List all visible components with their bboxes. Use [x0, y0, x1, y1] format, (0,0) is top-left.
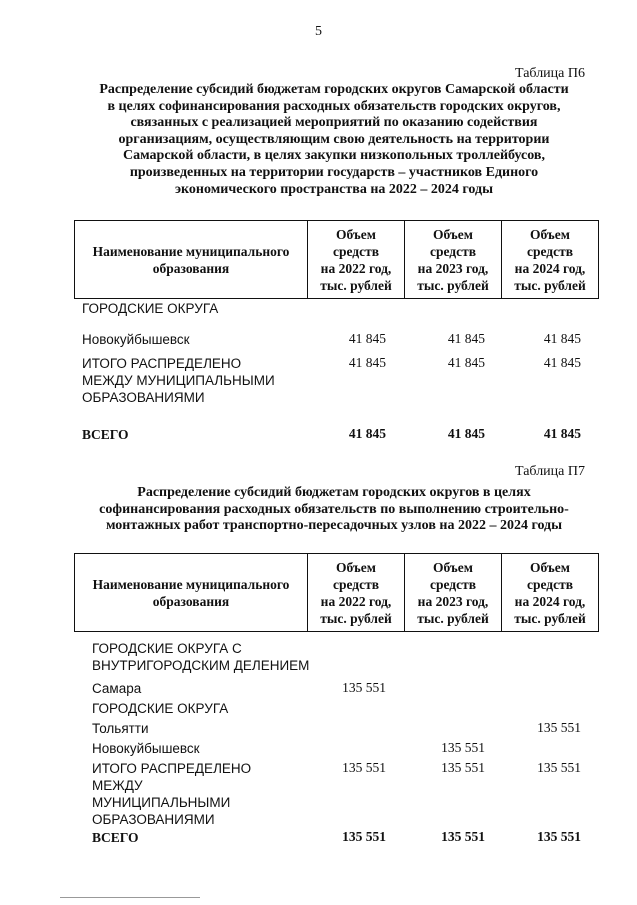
header-text: Объем — [433, 226, 473, 242]
page-number: 5 — [315, 24, 322, 39]
header-2024-cell — [502, 554, 599, 632]
subtotal-name — [82, 355, 275, 406]
header-2022-cell — [308, 554, 405, 632]
header-text: Наименование муниципального — [92, 243, 290, 259]
header-2024-cell — [502, 221, 599, 299]
table-p7-header — [74, 553, 599, 632]
table-p7-label: Таблица П7 — [515, 464, 585, 479]
group-label: ГОРОДСКИЕ ОКРУГА — [92, 701, 229, 716]
header-text: тыс. рублей — [514, 610, 586, 626]
header-text: Объем — [433, 559, 473, 575]
subtotal-2024: 135 551 — [537, 760, 581, 775]
header-text: тыс. рублей — [417, 610, 489, 626]
group-line: ГОРОДСКИЕ ОКРУГА С — [92, 641, 242, 656]
title-line: в целях софинансирования расходных обязательств городских округов, — [107, 98, 561, 114]
row-name: Новокуйбышевск — [82, 332, 190, 347]
header-text: тыс. рублей — [320, 610, 392, 626]
table-p6-title — [74, 82, 594, 198]
header-text: на 2024 год, — [514, 593, 586, 609]
total-2022: 135 551 — [342, 829, 386, 844]
row-name: Тольятти — [92, 721, 149, 736]
title-line: организациям, осуществляющим свою деятельность на территории — [118, 131, 550, 147]
header-text: Наименование муниципального — [92, 576, 290, 592]
total-2022: 41 845 — [348, 426, 386, 441]
subtotal-line: МЕЖДУ МУНИЦИПАЛЬНЫМИ — [82, 373, 275, 388]
header-name-cell — [75, 554, 308, 632]
subtotal-line: МУНИЦИПАЛЬНЫМИ — [92, 795, 231, 810]
value-2023: 41 845 — [447, 331, 485, 346]
header-2023-cell — [405, 554, 502, 632]
header-text: образования — [152, 593, 230, 609]
subtotal-2022: 41 845 — [348, 355, 386, 370]
header-text: на 2024 год, — [514, 260, 586, 276]
value-2022: 135 551 — [342, 680, 386, 695]
table-p6-header — [74, 220, 599, 299]
subtotal-2023: 135 551 — [441, 760, 485, 775]
header-text: тыс. рублей — [514, 277, 586, 293]
header-text: тыс. рублей — [320, 277, 392, 293]
header-text: средств — [332, 576, 380, 592]
title-line: Распределение субсидий бюджетам городских округов Самарской области — [99, 82, 569, 97]
title-line: Самарской области, в целях закупки низкопольных троллейбусов, — [122, 148, 545, 164]
row-name: Самара — [92, 681, 142, 696]
header-text: на 2023 год, — [417, 593, 489, 609]
subtotal-name — [92, 760, 251, 828]
title-line: софинансирования расходных обязательств по выполнению строительно- — [99, 501, 569, 517]
subtotal-2023: 41 845 — [447, 355, 485, 370]
subtotal-line: ОБРАЗОВАНИЯМИ — [82, 390, 205, 405]
header-text: на 2023 год, — [417, 260, 489, 276]
header-2022-cell — [308, 221, 405, 299]
table-p7-title — [74, 485, 594, 535]
group-line: ВНУТРИГОРОДСКИМ ДЕЛЕНИЕМ — [92, 658, 310, 673]
header-text: средств — [332, 243, 380, 259]
header-name-cell — [75, 221, 308, 299]
total-2024: 135 551 — [537, 829, 581, 844]
header-text: образования — [152, 260, 230, 276]
title-line: экономического пространства на 2022 – 2024 годы — [174, 181, 494, 197]
header-text: средств — [526, 243, 574, 259]
total-2024: 41 845 — [543, 426, 581, 441]
subtotal-line: МЕЖДУ — [92, 778, 143, 793]
header-text: Объем — [336, 226, 376, 242]
subtotal-line: ИТОГО РАСПРЕДЕЛЕНО — [82, 356, 242, 371]
value-2023: 135 551 — [441, 740, 485, 755]
value-2024: 135 551 — [537, 720, 581, 735]
title-line: произведенных на территории государств – участников Единого — [129, 164, 539, 180]
subtotal-2022: 135 551 — [342, 760, 386, 775]
total-2023: 41 845 — [447, 426, 485, 441]
subtotal-2024: 41 845 — [543, 355, 581, 370]
value-2024: 41 845 — [543, 331, 581, 346]
title-line: Распределение субсидий бюджетам городских округов в целях — [137, 485, 531, 500]
subtotal-line: ОБРАЗОВАНИЯМИ — [92, 812, 215, 827]
header-text: на 2022 год, — [320, 593, 392, 609]
total-name: ВСЕГО — [82, 427, 129, 442]
group-label — [92, 640, 309, 674]
header-2023-cell — [405, 221, 502, 299]
value-2022: 41 845 — [348, 331, 386, 346]
subtotal-line: ИТОГО РАСПРЕДЕЛЕНО — [92, 761, 252, 776]
header-text: на 2022 год, — [320, 260, 392, 276]
header-text: тыс. рублей — [417, 277, 489, 293]
footer-rule — [60, 897, 200, 898]
total-2023: 135 551 — [441, 829, 485, 844]
title-line: монтажных работ транспортно-пересадочных узлов на 2022 – 2024 годы — [105, 518, 563, 534]
title-line: связанных с реализацией мероприятий по оказанию содействия — [130, 115, 538, 131]
table-p6-label: Таблица П6 — [515, 66, 585, 81]
header-text: средств — [526, 576, 574, 592]
header-text: средств — [429, 576, 477, 592]
header-text: Объем — [530, 226, 570, 242]
group-label: ГОРОДСКИЕ ОКРУГА — [82, 301, 219, 316]
header-text: Объем — [336, 559, 376, 575]
total-name: ВСЕГО — [92, 830, 139, 845]
row-name: Новокуйбышевск — [92, 741, 200, 756]
header-text: Объем — [530, 559, 570, 575]
header-text: средств — [429, 243, 477, 259]
